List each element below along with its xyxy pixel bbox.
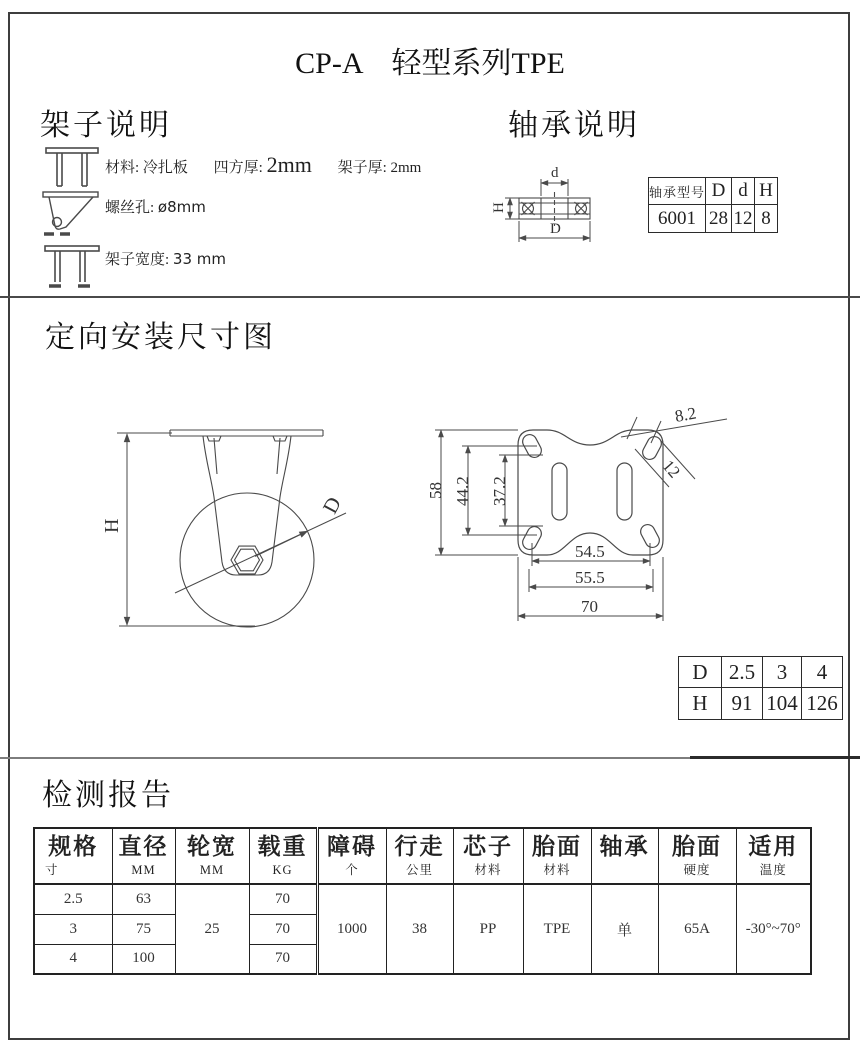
frame-screwhole-value: ø8mm <box>157 198 206 216</box>
col-header-obstacle: 障碍 个 <box>317 828 386 884</box>
frame-material-label: 材料: 冷扎板 <box>105 160 188 176</box>
bearing-drawing <box>485 166 620 258</box>
caster-side-view-drawing <box>95 412 365 652</box>
plate-dimensions <box>435 417 727 621</box>
cell-load: 70 <box>249 884 317 914</box>
frame-side-icon <box>40 190 102 242</box>
cell-size: 4 <box>34 944 112 974</box>
cell-tread: TPE <box>523 884 591 974</box>
bearing-H-value: 8 <box>755 205 778 233</box>
frame-screwhole-label: 螺丝孔: <box>105 200 158 216</box>
col-header-tread: 胎面 材料 <box>523 828 591 884</box>
install-section-heading: 定向安装尺寸图 <box>45 321 276 354</box>
dh-cell: 4 <box>802 657 843 688</box>
dh-cell: 91 <box>722 688 763 720</box>
plate-top-view-drawing <box>425 383 745 638</box>
plate-dim-12: 12 <box>658 456 685 482</box>
cell-diameter: 75 <box>112 914 175 944</box>
dh-size-table <box>678 656 843 720</box>
bearing-col-d: d <box>732 178 755 205</box>
cell-load: 70 <box>249 914 317 944</box>
dh-table-d-row <box>679 657 843 688</box>
cell-bearing: 单 <box>591 884 658 974</box>
bearing-dim-D-label: D <box>550 221 561 237</box>
caster-dim-H-label: H <box>101 518 123 533</box>
report-section-heading: 检测报告 <box>42 779 174 812</box>
dh-table-h-row <box>679 688 843 720</box>
frame-material-row <box>105 152 421 178</box>
plate-dim-70: 70 <box>581 597 598 616</box>
frame-section-heading: 架子说明 <box>40 109 172 142</box>
cell-diameter: 100 <box>112 944 175 974</box>
frame-side-icon-shape <box>43 192 98 234</box>
cell-core: PP <box>453 884 523 974</box>
cell-load: 70 <box>249 944 317 974</box>
cell-obstacle: 1000 <box>317 884 386 974</box>
bearing-dim-H-label: H <box>491 202 507 213</box>
bearing-col-D: D <box>706 178 732 205</box>
dh-cell: 3 <box>763 657 802 688</box>
section-divider-bottom-dark <box>690 756 860 759</box>
title-code: CP-A <box>295 47 364 80</box>
frame-square-label: 四方厚: <box>213 160 267 176</box>
test-report-table <box>33 827 812 975</box>
caster-dim-D-label: D <box>317 492 347 518</box>
caster-body <box>170 430 323 627</box>
title-series: 轻型系列TPE <box>391 47 565 80</box>
dh-cell: H <box>679 688 722 720</box>
cell-size: 2.5 <box>34 884 112 914</box>
col-header-bearing: 轴承 <box>591 828 658 884</box>
plate-dim-54-5: 54.5 <box>575 542 605 561</box>
bearing-section-heading: 轴承说明 <box>508 109 640 142</box>
frame-width-icon-shape <box>45 246 99 286</box>
frame-width-label: 架子宽度: <box>105 252 173 268</box>
bearing-table-header-row <box>649 178 778 205</box>
dh-cell: 2.5 <box>722 657 763 688</box>
plate-dim-58: 58 <box>426 482 445 499</box>
report-header-row <box>34 828 811 884</box>
bearing-d-value: 12 <box>732 205 755 233</box>
frame-front-icon <box>42 146 102 190</box>
plate-dim-44-2: 44.2 <box>453 476 472 506</box>
frame-width-icon <box>42 244 102 292</box>
bearing-col-H: H <box>755 178 778 205</box>
bearing-dimensions <box>505 179 590 242</box>
cell-size: 3 <box>34 914 112 944</box>
plate-dim-37-2: 37.2 <box>490 476 509 506</box>
col-header-temp: 适用 温度 <box>736 828 811 884</box>
dh-cell: D <box>679 657 722 688</box>
plate-outline <box>518 430 664 555</box>
col-header-size: 规格 寸 <box>34 828 112 884</box>
col-header-diameter: 直径 MM <box>112 828 175 884</box>
frame-width-row <box>105 248 226 269</box>
cell-walk: 38 <box>386 884 453 974</box>
cell-wheel-width: 25 <box>175 884 249 974</box>
col-header-core: 芯子 材料 <box>453 828 523 884</box>
section-divider-top <box>0 296 860 298</box>
report-row-2-5 <box>34 884 811 914</box>
cell-diameter: 63 <box>112 884 175 914</box>
dh-cell: 126 <box>802 688 843 720</box>
plate-dim-55-5: 55.5 <box>575 568 605 587</box>
cell-temp: -30°~70° <box>736 884 811 974</box>
frame-thick-label: 架子厚: <box>337 160 391 176</box>
col-header-walk: 行走 公里 <box>386 828 453 884</box>
frame-screwhole-row <box>105 196 206 217</box>
bearing-model-header: 轴承型号 <box>649 178 706 205</box>
dh-cell: 104 <box>763 688 802 720</box>
frame-front-icon-shape <box>46 148 98 186</box>
section-divider-bottom <box>0 757 690 759</box>
col-header-hardness: 胎面 硬度 <box>658 828 736 884</box>
bearing-D-value: 28 <box>706 205 732 233</box>
col-header-load: 载重 KG <box>249 828 317 884</box>
frame-width-value: 33 mm <box>172 250 227 268</box>
frame-thick-value: 2mm <box>390 160 422 176</box>
page-title <box>0 38 860 82</box>
col-header-wheel-width: 轮宽 MM <box>175 828 249 884</box>
bearing-dim-d-label: d <box>551 165 559 181</box>
bearing-table-value-row <box>649 205 778 233</box>
frame-square-value: 2mm <box>266 152 312 177</box>
bearing-model-value: 6001 <box>649 205 706 233</box>
caster-dimensions <box>117 433 346 626</box>
plate-dim-8-2: 8.2 <box>673 403 698 426</box>
cell-hardness: 65A <box>658 884 736 974</box>
bearing-table <box>648 177 778 233</box>
